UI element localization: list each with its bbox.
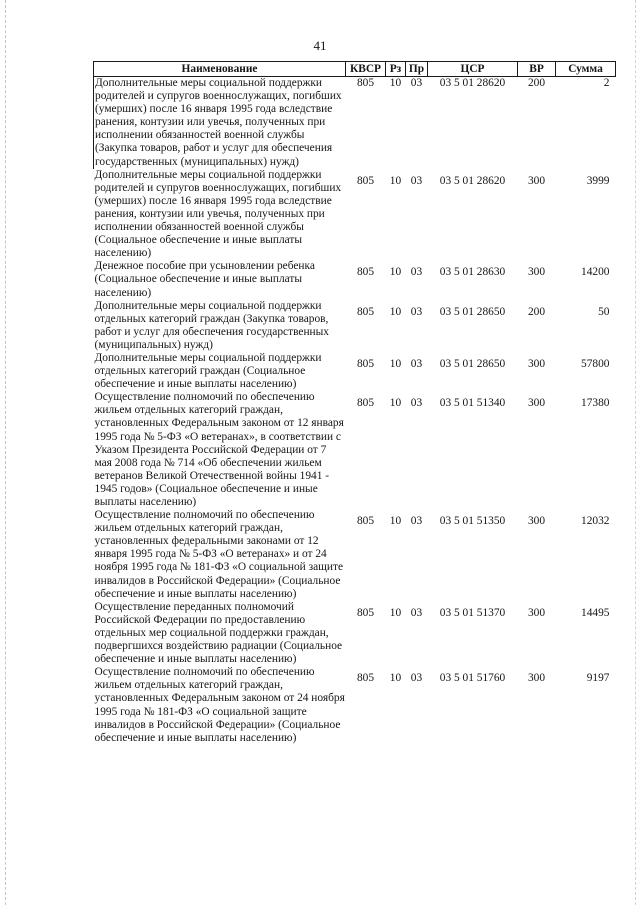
cell-vr: 300 [527,606,546,619]
cell-csr: 03 5 01 28650 [439,305,506,318]
cell-name: Осуществление полномочий по обеспечению жильем отдельных категорий граждан, установленных федеральными законами от 12 января 1995 года № 5-ФЗ «О ветеранах» и от 24 ноября 1995 года № 181-ФЗ «О социальной защите инвалидов в Российской Федерации» (Социальное обеспечение и иные выплаты населению) [94,509,344,600]
cell-vr: 300 [527,266,546,279]
cell-csr: 03 5 01 51340 [439,397,506,410]
cell-rz: 10 [389,515,402,528]
header-vr: ВР [518,62,556,77]
table-header [94,62,616,77]
cell-kvsr: 805 [356,77,375,89]
cell-rz: 10 [389,672,402,685]
table-row [94,666,616,745]
header-pr: Пр [406,62,428,77]
table-row [94,352,616,391]
cell-rz: 10 [389,266,402,279]
cell-csr: 03 5 01 51370 [439,606,506,619]
cell-csr: 03 5 01 28650 [439,357,506,370]
table-body [94,77,616,745]
scan-edge-right [635,0,636,905]
cell-pr: 03 [410,672,423,685]
cell-kvsr: 805 [356,397,375,410]
cell-csr: 03 5 01 51760 [439,672,506,685]
cell-name: Дополнительные меры социальной поддержки родителей и супругов военнослужащих, погибших (умерших) после 16 января 1995 года вследствие ранения, контузии или увечья, полученных при исполнении обязанностей военной службы (Закупка товаров, работ и услуг для обеспечения государственных (муниципальных) нужд) [94,77,346,169]
table-row [94,391,616,509]
cell-vr: 300 [527,357,546,370]
cell-pr: 03 [410,305,423,318]
cell-rz: 10 [389,397,402,410]
cell-pr: 03 [410,77,423,89]
cell-sum: 9197 [586,672,610,685]
header-csr: ЦСР [428,62,518,77]
table-row [94,260,616,299]
cell-csr: 03 5 01 28620 [439,174,506,187]
cell-vr: 300 [527,672,546,685]
table-row [94,169,616,261]
cell-kvsr: 805 [356,357,375,370]
cell-rz: 10 [389,606,402,619]
cell-pr: 03 [410,357,423,370]
cell-rz: 10 [389,77,402,89]
cell-sum: 57800 [581,357,610,370]
cell-csr: 03 5 01 28630 [439,266,506,279]
cell-pr: 03 [410,174,423,187]
cell-name: Осуществление полномочий по обеспечению жильем отдельных категорий граждан, установленных Федеральным законом от 24 ноября 1995 года № 181-ФЗ «О социальной защите инвалидов в Российской Федерации» (Социальное обеспечение и иные выплаты населению) [94,666,345,744]
cell-vr: 200 [527,77,546,89]
header-sum: Сумма [556,62,616,77]
header-rz: Рз [386,62,406,77]
cell-kvsr: 805 [356,515,375,528]
header-name: Наименование [94,62,346,77]
cell-rz: 10 [389,357,402,370]
cell-pr: 03 [410,266,423,279]
table-row [94,509,616,601]
cell-sum: 12032 [581,515,610,528]
cell-name: Дополнительные меры социальной поддержки отдельных категорий граждан (Закупка товаров, работ и услуг для обеспечения государственных (муниципальных) нужд) [94,299,329,351]
cell-sum: 14200 [581,266,610,279]
table-row [94,77,616,169]
cell-sum: 2 [603,77,610,89]
cell-kvsr: 805 [356,266,375,279]
cell-name: Осуществление переданных полномочий Российской Федерации по предоставлению отдельных мер социальной поддержки граждан, подвергшихся воздействию радиации (Социальное обеспечение и иные выплаты населению) [94,600,343,666]
cell-name: Дополнительные меры социальной поддержки отдельных категорий граждан (Социальное обеспечение и иные выплаты населению) [94,351,322,391]
cell-vr: 200 [527,305,546,318]
cell-name: Дополнительные меры социальной поддержки родителей и супругов военнослужащих, погибших (умерших) после 16 января 1995 года вследствие ранения, контузии или увечья, полученных при исполнении обязанностей военной службы (Социальное обеспечение и иные выплаты населению) [94,168,342,260]
scan-edge-left [5,0,6,905]
cell-sum: 3999 [586,174,610,187]
cell-pr: 03 [410,606,423,619]
header-row [94,62,616,77]
page-number: 41 [313,38,327,53]
cell-kvsr: 805 [356,174,375,187]
cell-vr: 300 [527,397,546,410]
cell-pr: 03 [410,397,423,410]
cell-sum: 14495 [581,606,610,619]
cell-csr: 03 5 01 28620 [439,77,506,89]
header-kvsr: КВСР [346,62,386,77]
table-row [94,601,616,666]
budget-table [93,61,616,745]
cell-name: Осуществление полномочий по обеспечению жильем отдельных категорий граждан, установленных Федеральным законом от 12 января 1995 года № 5-ФЗ «О ветеранах», в соответствии с Указом Президента Российской Федерации от 7 мая 2008 года № 714 «Об обеспечении жильем ветеранов Великой Отечественной войны 1941 - 1945 годов» (Социальное обеспечение и иные выплаты населению) [94,391,344,508]
cell-rz: 10 [389,174,402,187]
cell-name: Денежное пособие при усыновлении ребенка (Социальное обеспечение и иные выплаты населению) [94,260,315,299]
cell-kvsr: 805 [356,606,375,619]
table-row [94,300,616,352]
cell-sum: 17380 [581,397,610,410]
cell-rz: 10 [389,305,402,318]
cell-vr: 300 [527,515,546,528]
cell-csr: 03 5 01 51350 [439,515,506,528]
cell-pr: 03 [410,515,423,528]
cell-kvsr: 805 [356,305,375,318]
cell-vr: 300 [527,174,546,187]
cell-kvsr: 805 [356,672,375,685]
cell-sum: 50 [598,305,610,318]
